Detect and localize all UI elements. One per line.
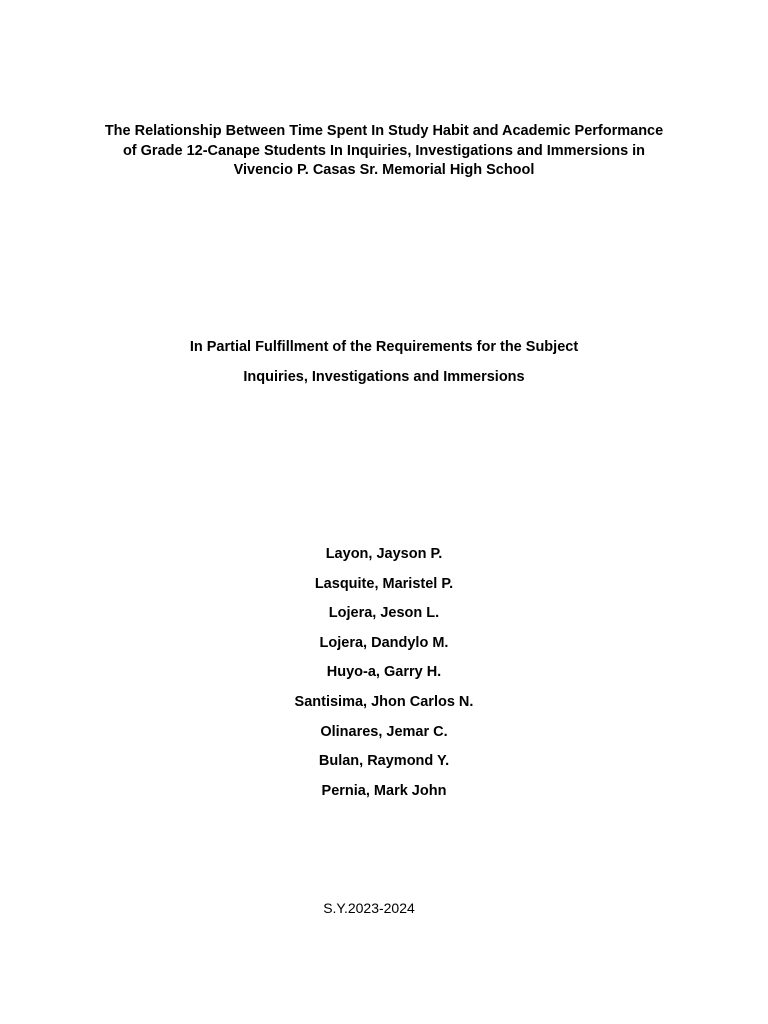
author-name: Huyo-a, Garry H. [326, 664, 442, 681]
fulfillment-statement [40, 339, 728, 398]
author-name: Layon, Jayson P. [325, 546, 443, 562]
school-year: S.Y.2023-2024 [323, 900, 415, 916]
title-line-2: of Grade 12-Canape Students In Inquiries, Investigations and Immersions in [122, 142, 646, 159]
author-name: Lojera, Jeson L. [328, 605, 440, 622]
author-name: Santisima, Jhon Carlos N. [294, 693, 474, 710]
author-name: Bulan, Raymond Y. [318, 753, 450, 770]
author-name: Lasquite, Maristel P. [314, 575, 454, 592]
author-list [0, 546, 768, 812]
research-title [40, 122, 728, 181]
title-line-1: The Relationship Between Time Spent In Study Habit and Academic Performance [104, 123, 664, 139]
author-name: Pernia, Mark John [321, 782, 447, 799]
author-name: Olinares, Jemar C. [320, 723, 448, 740]
fulfillment-line-1: In Partial Fulfillment of the Requirements for the Subject [189, 339, 579, 355]
author-name: Lojera, Dandylo M. [319, 634, 449, 651]
title-line-3: Vivencio P. Casas Sr. Memorial High School [233, 162, 535, 178]
fulfillment-subject: Inquiries, Investigations and Immersions [243, 368, 525, 385]
